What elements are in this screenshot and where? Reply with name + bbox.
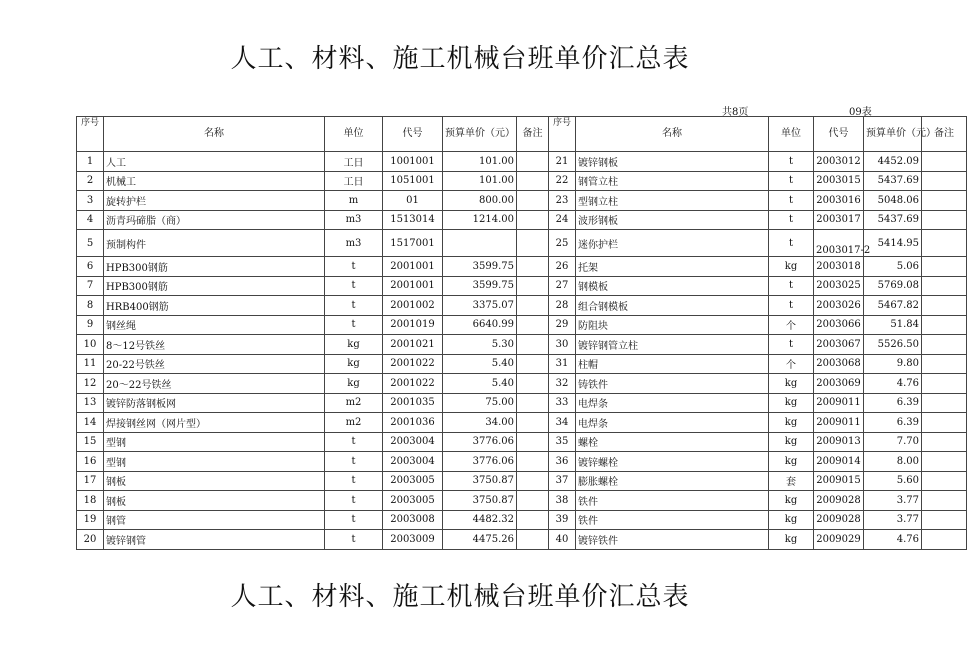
table-row (77, 432, 967, 452)
cell-note (517, 374, 549, 394)
cell-unit: t (325, 452, 383, 472)
cell-unit: m2 (325, 393, 383, 413)
cell-no: 31 (549, 354, 576, 374)
cell-price: 3599.75 (443, 276, 517, 296)
cell-note (922, 452, 967, 472)
cell-unit: t (325, 296, 383, 316)
cell-price: 51.84 (864, 315, 922, 335)
cell-price: 4.76 (864, 374, 922, 394)
cell-unit: kg (769, 393, 814, 413)
cell-name: 型钢 (104, 452, 325, 472)
cell-code: 2001035 (383, 393, 443, 413)
col-seq: 序号 (77, 117, 104, 152)
cell-unit: kg (769, 432, 814, 452)
cell-note (922, 510, 967, 530)
cell-unit: t (769, 296, 814, 316)
cell-no: 6 (77, 257, 104, 277)
cell-price: 34.00 (443, 413, 517, 433)
cell-name: HRB400钢筋 (104, 296, 325, 316)
cell-name: HPB300钢筋 (104, 276, 325, 296)
cell-code: 1001001 (383, 152, 443, 172)
cell-note (517, 315, 549, 335)
col-name: 名称 (576, 117, 769, 152)
cell-unit: t (325, 491, 383, 511)
cell-price: 3776.06 (443, 452, 517, 472)
cell-name: 型钢立柱 (576, 191, 769, 211)
cell-no: 21 (549, 152, 576, 172)
cell-note (517, 335, 549, 355)
cell-note (517, 491, 549, 511)
cell-note (517, 152, 549, 172)
cell-no: 20 (77, 530, 104, 550)
cell-no: 36 (549, 452, 576, 472)
cell-name: 镀锌铁件 (576, 530, 769, 550)
cell-code: 2003009 (383, 530, 443, 550)
cell-no: 9 (77, 315, 104, 335)
cell-name: 钢丝绳 (104, 315, 325, 335)
cell-name: 螺栓 (576, 432, 769, 452)
cell-unit: t (325, 315, 383, 335)
cell-name: 波形钢板 (576, 210, 769, 230)
table-row (77, 354, 967, 374)
cell-no: 11 (77, 354, 104, 374)
cell-no: 37 (549, 471, 576, 491)
cell-price: 1214.00 (443, 210, 517, 230)
cell-note (922, 210, 967, 230)
cell-name: 膨胀螺栓 (576, 471, 769, 491)
cell-price: 6640.99 (443, 315, 517, 335)
table-number: 09表 (849, 107, 872, 118)
cell-unit: t (325, 257, 383, 277)
cell-code: 01 (383, 191, 443, 211)
cell-code: 2003018 (814, 257, 864, 277)
cell-name: 钢模板 (576, 276, 769, 296)
cell-price: 3750.87 (443, 471, 517, 491)
cell-unit: t (769, 152, 814, 172)
cell-no: 40 (549, 530, 576, 550)
cell-price: 6.39 (864, 413, 922, 433)
table-row (77, 471, 967, 491)
cell-name: 镀锌螺栓 (576, 452, 769, 472)
cell-code: 2003068 (814, 354, 864, 374)
cell-unit: 个 (769, 354, 814, 374)
cell-code: 2003005 (383, 491, 443, 511)
cell-name: 镀锌防落钢板网 (104, 393, 325, 413)
cell-code: 2001036 (383, 413, 443, 433)
cell-name: 20-22号铁丝 (104, 354, 325, 374)
cell-code: 2009028 (814, 510, 864, 530)
cell-note (517, 257, 549, 277)
table-row (77, 210, 967, 230)
cell-unit: t (325, 432, 383, 452)
table-row (77, 230, 967, 257)
table-row (77, 413, 967, 433)
cell-price: 5.40 (443, 354, 517, 374)
cell-code: 2001021 (383, 335, 443, 355)
cell-no: 17 (77, 471, 104, 491)
table-row (77, 510, 967, 530)
cell-no: 30 (549, 335, 576, 355)
cell-no: 26 (549, 257, 576, 277)
cell-code: 2003026 (814, 296, 864, 316)
cell-price: 6.39 (864, 393, 922, 413)
cell-name: 钢板 (104, 491, 325, 511)
cell-unit: kg (769, 374, 814, 394)
cell-code: 2003069 (814, 374, 864, 394)
table-row (77, 393, 967, 413)
cell-code: 2009015 (814, 471, 864, 491)
cell-note (517, 393, 549, 413)
col-code: 代号 (383, 117, 443, 152)
cell-note (922, 230, 967, 257)
cell-name: 铁件 (576, 510, 769, 530)
cell-note (517, 432, 549, 452)
cell-note (517, 471, 549, 491)
cell-name: 钢板 (104, 471, 325, 491)
cell-price: 5.30 (443, 335, 517, 355)
cell-name: 电焊条 (576, 413, 769, 433)
cell-price: 4452.09 (864, 152, 922, 172)
cell-unit: 工日 (325, 171, 383, 191)
cell-note (922, 374, 967, 394)
cell-unit: kg (769, 452, 814, 472)
cell-name: 钢管 (104, 510, 325, 530)
cell-price: 5437.69 (864, 210, 922, 230)
cell-unit: t (325, 510, 383, 530)
cell-unit: m3 (325, 230, 383, 257)
cell-no: 7 (77, 276, 104, 296)
cell-price: 9.80 (864, 354, 922, 374)
cell-note (517, 296, 549, 316)
col-note: 备注 (922, 117, 967, 152)
cell-note (922, 393, 967, 413)
cell-name: HPB300钢筋 (104, 257, 325, 277)
cell-code: 2001022 (383, 374, 443, 394)
col-price: 预算单价（元） (443, 117, 517, 152)
cell-no: 28 (549, 296, 576, 316)
cell-code: 2001019 (383, 315, 443, 335)
table-row (77, 335, 967, 355)
header-row (77, 117, 967, 152)
cell-price: 5048.06 (864, 191, 922, 211)
price-summary-table (76, 116, 967, 550)
cell-name: 防阻块 (576, 315, 769, 335)
cell-code: 2001022 (383, 354, 443, 374)
table-row (77, 276, 967, 296)
cell-note (922, 315, 967, 335)
cell-note (922, 471, 967, 491)
cell-unit: t (769, 210, 814, 230)
cell-unit: t (325, 276, 383, 296)
cell-no: 2 (77, 171, 104, 191)
cell-code: 2009013 (814, 432, 864, 452)
cell-note (517, 230, 549, 257)
cell-price: 7.70 (864, 432, 922, 452)
cell-price: 5437.69 (864, 171, 922, 191)
cell-unit: 个 (769, 315, 814, 335)
table-row (77, 257, 967, 277)
cell-unit: kg (325, 335, 383, 355)
table-row (77, 315, 967, 335)
cell-price: 101.00 (443, 171, 517, 191)
cell-no: 38 (549, 491, 576, 511)
cell-name: 8～12号铁丝 (104, 335, 325, 355)
cell-code: 2003012 (814, 152, 864, 172)
col-code: 代号 (814, 117, 864, 152)
cell-price: 3375.07 (443, 296, 517, 316)
cell-code: 2009028 (814, 491, 864, 511)
cell-name: 电焊条 (576, 393, 769, 413)
cell-name: 旋转护栏 (104, 191, 325, 211)
cell-no: 4 (77, 210, 104, 230)
cell-unit: 工日 (325, 152, 383, 172)
cell-name: 钢管立柱 (576, 171, 769, 191)
cell-no: 12 (77, 374, 104, 394)
cell-price: 5526.50 (864, 335, 922, 355)
cell-price: 4482.32 (443, 510, 517, 530)
cell-no: 29 (549, 315, 576, 335)
cell-price: 5467.82 (864, 296, 922, 316)
cell-no: 25 (549, 230, 576, 257)
cell-code: 2003016 (814, 191, 864, 211)
cell-name: 柱帽 (576, 354, 769, 374)
cell-note (922, 530, 967, 550)
cell-code: 1517001 (383, 230, 443, 257)
cell-price: 75.00 (443, 393, 517, 413)
cell-note (922, 276, 967, 296)
cell-no: 16 (77, 452, 104, 472)
cell-note (517, 191, 549, 211)
cell-price (443, 230, 517, 257)
table-row (77, 374, 967, 394)
cell-code: 2001001 (383, 276, 443, 296)
cell-note (517, 354, 549, 374)
table-row (77, 296, 967, 316)
cell-note (922, 432, 967, 452)
cell-note (922, 296, 967, 316)
cell-code: 2003004 (383, 452, 443, 472)
cell-unit: m2 (325, 413, 383, 433)
cell-no: 23 (549, 191, 576, 211)
cell-price: 101.00 (443, 152, 517, 172)
col-note: 备注 (517, 117, 549, 152)
cell-no: 22 (549, 171, 576, 191)
cell-no: 3 (77, 191, 104, 211)
cell-price: 3750.87 (443, 491, 517, 511)
cell-code: 1513014 (383, 210, 443, 230)
cell-code: 2003015 (814, 171, 864, 191)
col-price: 预算单价（元） (864, 117, 922, 152)
cell-price: 5.06 (864, 257, 922, 277)
cell-note (517, 171, 549, 191)
cell-no: 19 (77, 510, 104, 530)
cell-code: 2003017-2 (814, 230, 864, 257)
cell-name: 铁件 (576, 491, 769, 511)
cell-no: 10 (77, 335, 104, 355)
cell-name: 镀锌钢管立柱 (576, 335, 769, 355)
cell-price: 4.76 (864, 530, 922, 550)
cell-note (517, 413, 549, 433)
cell-name: 焊接钢丝网（网片型） (104, 413, 325, 433)
cell-name: 机械工 (104, 171, 325, 191)
cell-no: 18 (77, 491, 104, 511)
cell-unit: t (769, 191, 814, 211)
cell-price: 5769.08 (864, 276, 922, 296)
cell-code: 2003025 (814, 276, 864, 296)
table-row (77, 452, 967, 472)
cell-code: 2003017 (814, 210, 864, 230)
cell-code: 2009011 (814, 393, 864, 413)
cell-note (922, 491, 967, 511)
cell-note (922, 257, 967, 277)
cell-code: 2009029 (814, 530, 864, 550)
page-count: 共8页 (722, 107, 749, 118)
cell-name: 沥青玛碲脂（商） (104, 210, 325, 230)
cell-price: 800.00 (443, 191, 517, 211)
cell-no: 39 (549, 510, 576, 530)
col-seq: 序号 (549, 117, 576, 152)
col-name: 名称 (104, 117, 325, 152)
cell-no: 35 (549, 432, 576, 452)
cell-code: 1051001 (383, 171, 443, 191)
cell-note (922, 413, 967, 433)
cell-unit: t (769, 230, 814, 257)
cell-note (922, 152, 967, 172)
cell-name: 20～22号铁丝 (104, 374, 325, 394)
cell-unit: kg (769, 491, 814, 511)
cell-note (517, 276, 549, 296)
cell-price: 3599.75 (443, 257, 517, 277)
cell-name: 型钢 (104, 432, 325, 452)
cell-no: 24 (549, 210, 576, 230)
cell-unit: kg (769, 530, 814, 550)
col-unit: 单位 (769, 117, 814, 152)
cell-note (922, 354, 967, 374)
cell-note (922, 335, 967, 355)
cell-unit: t (325, 530, 383, 550)
cell-price: 3.77 (864, 491, 922, 511)
cell-price: 8.00 (864, 452, 922, 472)
cell-no: 32 (549, 374, 576, 394)
cell-no: 15 (77, 432, 104, 452)
cell-no: 8 (77, 296, 104, 316)
cell-name: 组合钢模板 (576, 296, 769, 316)
cell-code: 2009014 (814, 452, 864, 472)
cell-price: 3776.06 (443, 432, 517, 452)
cell-note (517, 510, 549, 530)
cell-no: 5 (77, 230, 104, 257)
cell-unit: m (325, 191, 383, 211)
table-row (77, 171, 967, 191)
cell-unit: kg (325, 374, 383, 394)
cell-code: 2003008 (383, 510, 443, 530)
cell-code: 2003004 (383, 432, 443, 452)
cell-name: 铸铁件 (576, 374, 769, 394)
cell-no: 27 (549, 276, 576, 296)
col-unit: 单位 (325, 117, 383, 152)
cell-note (517, 452, 549, 472)
cell-unit: kg (769, 510, 814, 530)
cell-unit: kg (769, 257, 814, 277)
cell-unit: t (769, 335, 814, 355)
cell-price: 5414.95 (864, 230, 922, 257)
table-row (77, 530, 967, 550)
cell-note (922, 171, 967, 191)
cell-no: 33 (549, 393, 576, 413)
cell-no: 1 (77, 152, 104, 172)
table-row (77, 491, 967, 511)
cell-code: 2003066 (814, 315, 864, 335)
cell-unit: t (769, 276, 814, 296)
table-row (77, 191, 967, 211)
cell-unit: t (769, 171, 814, 191)
cell-name: 预制构件 (104, 230, 325, 257)
cell-note (517, 210, 549, 230)
cell-price: 4475.26 (443, 530, 517, 550)
page-title-repeat: 人工、材料、施工机械台班单价汇总表 (230, 582, 690, 612)
cell-name: 镀锌钢管 (104, 530, 325, 550)
cell-no: 13 (77, 393, 104, 413)
table-row (77, 152, 967, 172)
cell-code: 2003067 (814, 335, 864, 355)
cell-no: 34 (549, 413, 576, 433)
cell-code: 2009011 (814, 413, 864, 433)
cell-code: 2001002 (383, 296, 443, 316)
cell-unit: kg (769, 413, 814, 433)
cell-note (517, 530, 549, 550)
cell-price: 5.40 (443, 374, 517, 394)
cell-unit: m3 (325, 210, 383, 230)
cell-unit: 套 (769, 471, 814, 491)
cell-note (922, 191, 967, 211)
cell-unit: t (325, 471, 383, 491)
cell-name: 迷你护栏 (576, 230, 769, 257)
cell-name: 镀锌钢板 (576, 152, 769, 172)
cell-code: 2001001 (383, 257, 443, 277)
page-title: 人工、材料、施工机械台班单价汇总表 (230, 44, 690, 74)
cell-name: 人工 (104, 152, 325, 172)
cell-price: 3.77 (864, 510, 922, 530)
cell-name: 托架 (576, 257, 769, 277)
cell-code: 2003005 (383, 471, 443, 491)
cell-price: 5.60 (864, 471, 922, 491)
cell-no: 14 (77, 413, 104, 433)
cell-unit: kg (325, 354, 383, 374)
